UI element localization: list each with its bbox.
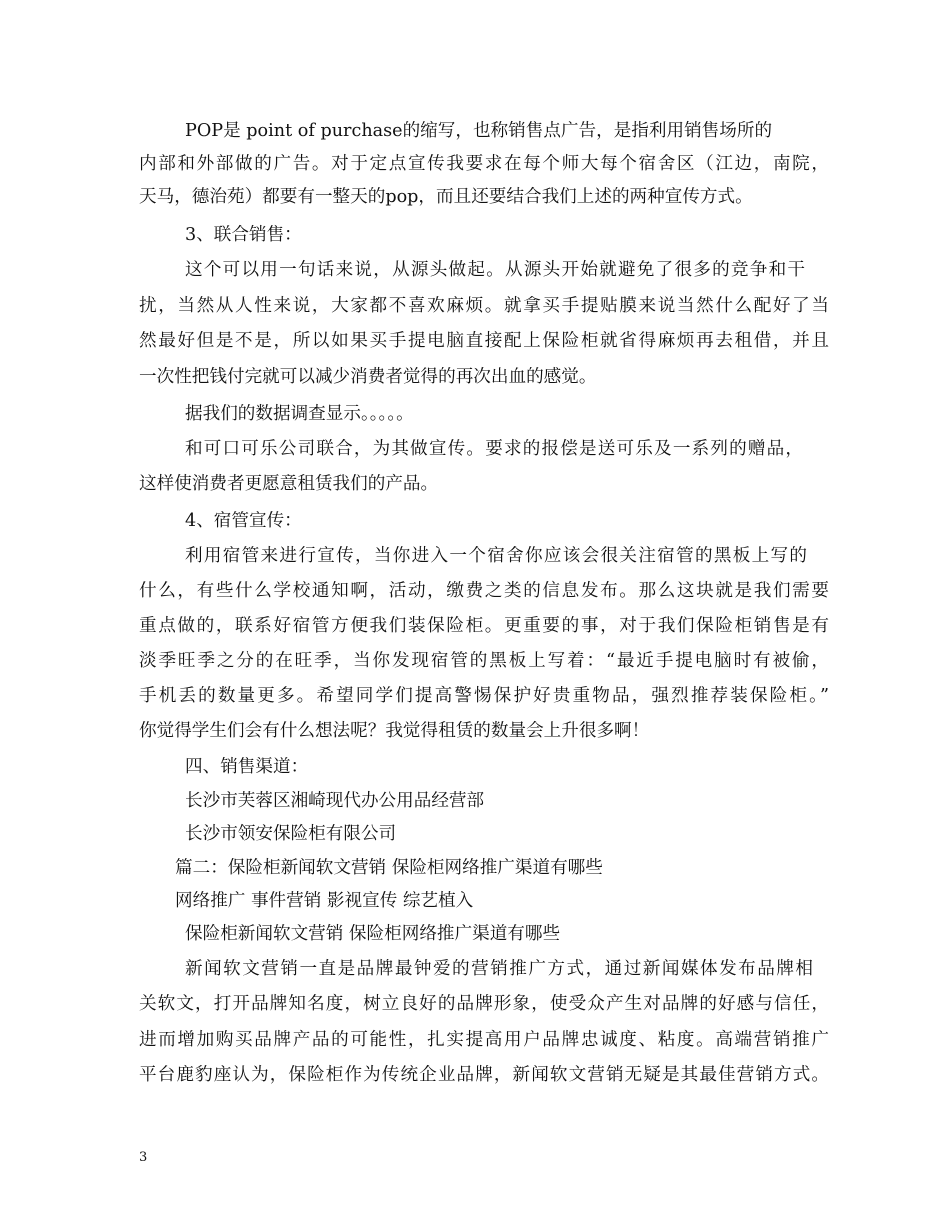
paragraph-line: 和可口可乐公司联合，为其做宣传。要求的报偿是送可乐及一系列的赠品，: [185, 439, 803, 459]
paragraph-line: 淡季旺季之分的在旺季，当你发现宿管的黑板上写着：“最近手提电脑时有被偷，: [139, 651, 829, 671]
paragraph-line: 扰，当然从人性来说，大家都不喜欢麻烦。就拿买手提贴膜来说当然什么配好了当: [139, 296, 829, 316]
paragraph-line: 这样使消费者更愿意租赁我们的产品。: [139, 474, 439, 494]
paragraph-line: 这个可以用一句话来说，从源头做起。从源头开始就避免了很多的竞争和干: [185, 260, 805, 280]
paragraph-line: POP是 point of purchase的缩写，也称销售点广告，是指利用销售场所的: [185, 121, 773, 141]
section-heading: 4、宿管宣传：: [185, 511, 302, 531]
paragraph-line: 什么，有些什么学校通知啊，活动，缴费之类的信息发布。那么这块就是我们需要: [139, 581, 829, 601]
article-title: 篇二：保险柜新闻软文营销 保险柜网络推广渠道有哪些: [175, 858, 603, 878]
paragraph-line: 长沙市领安保险柜有限公司: [185, 824, 397, 844]
article-subtitle: 保险柜新闻软文营销 保险柜网络推广渠道有哪些: [185, 924, 561, 944]
paragraph-line: 平台鹿豹座认为，保险柜作为传统企业品牌，新闻软文营销无疑是其最佳营销方式。: [139, 1065, 829, 1085]
paragraph-line: 你觉得学生们会有什么想法呢？我觉得租赁的数量会上升很多啊！: [139, 721, 650, 741]
paragraph-line: 然最好但是不是，所以如果买手提电脑直接配上保险柜就省得麻烦再去租借，并且: [139, 331, 829, 351]
paragraph-line: 长沙市芙蓉区湘崎现代办公用品经营部: [185, 791, 485, 811]
paragraph-line: 新闻软文营销一直是品牌最钟爱的营销推广方式，通过新闻媒体发布品牌相: [185, 959, 813, 979]
paragraph-line: 天马，德治苑）都要有一整天的pop，而且还要结合我们上述的两种宣传方式。: [139, 187, 753, 207]
paragraph-line: 利用宿管来进行宣传，当你进入一个宿舍你应该会很关注宿管的黑板上写的: [185, 546, 807, 566]
paragraph-line: 重点做的，联系好宿管方便我们装保险柜。更重要的事，对于我们保险柜销售是有: [139, 616, 829, 636]
paragraph-line: 据我们的数据调查显示。。。。。: [185, 404, 414, 424]
paragraph-line: 进而增加购买品牌产品的可能性，扎实提高用户品牌忠诚度、粘度。高端营销推广: [139, 1030, 829, 1050]
tag-line: 网络推广 事件营销 影视宣传 综艺植入: [175, 891, 474, 911]
paragraph-line: 内部和外部做的广告。对于定点宣传我要求在每个师大每个宿舍区（江边，南院，: [139, 154, 829, 174]
section-heading: 四、销售渠道：: [185, 757, 309, 777]
paragraph-line: 一次性把钱付完就可以减少消费者觉得的再次出血的感觉。: [139, 367, 597, 387]
paragraph-line: 关软文，打开品牌知名度，树立良好的品牌形象，使受众产生对品牌的好感与信任，: [139, 994, 829, 1014]
page-number: 3: [139, 1150, 148, 1165]
paragraph-line: 手机丢的数量更多。希望同学们提高警惕保护好贵重物品，强烈推荐装保险柜。”: [139, 686, 829, 706]
section-heading: 3、联合销售：: [185, 225, 302, 245]
